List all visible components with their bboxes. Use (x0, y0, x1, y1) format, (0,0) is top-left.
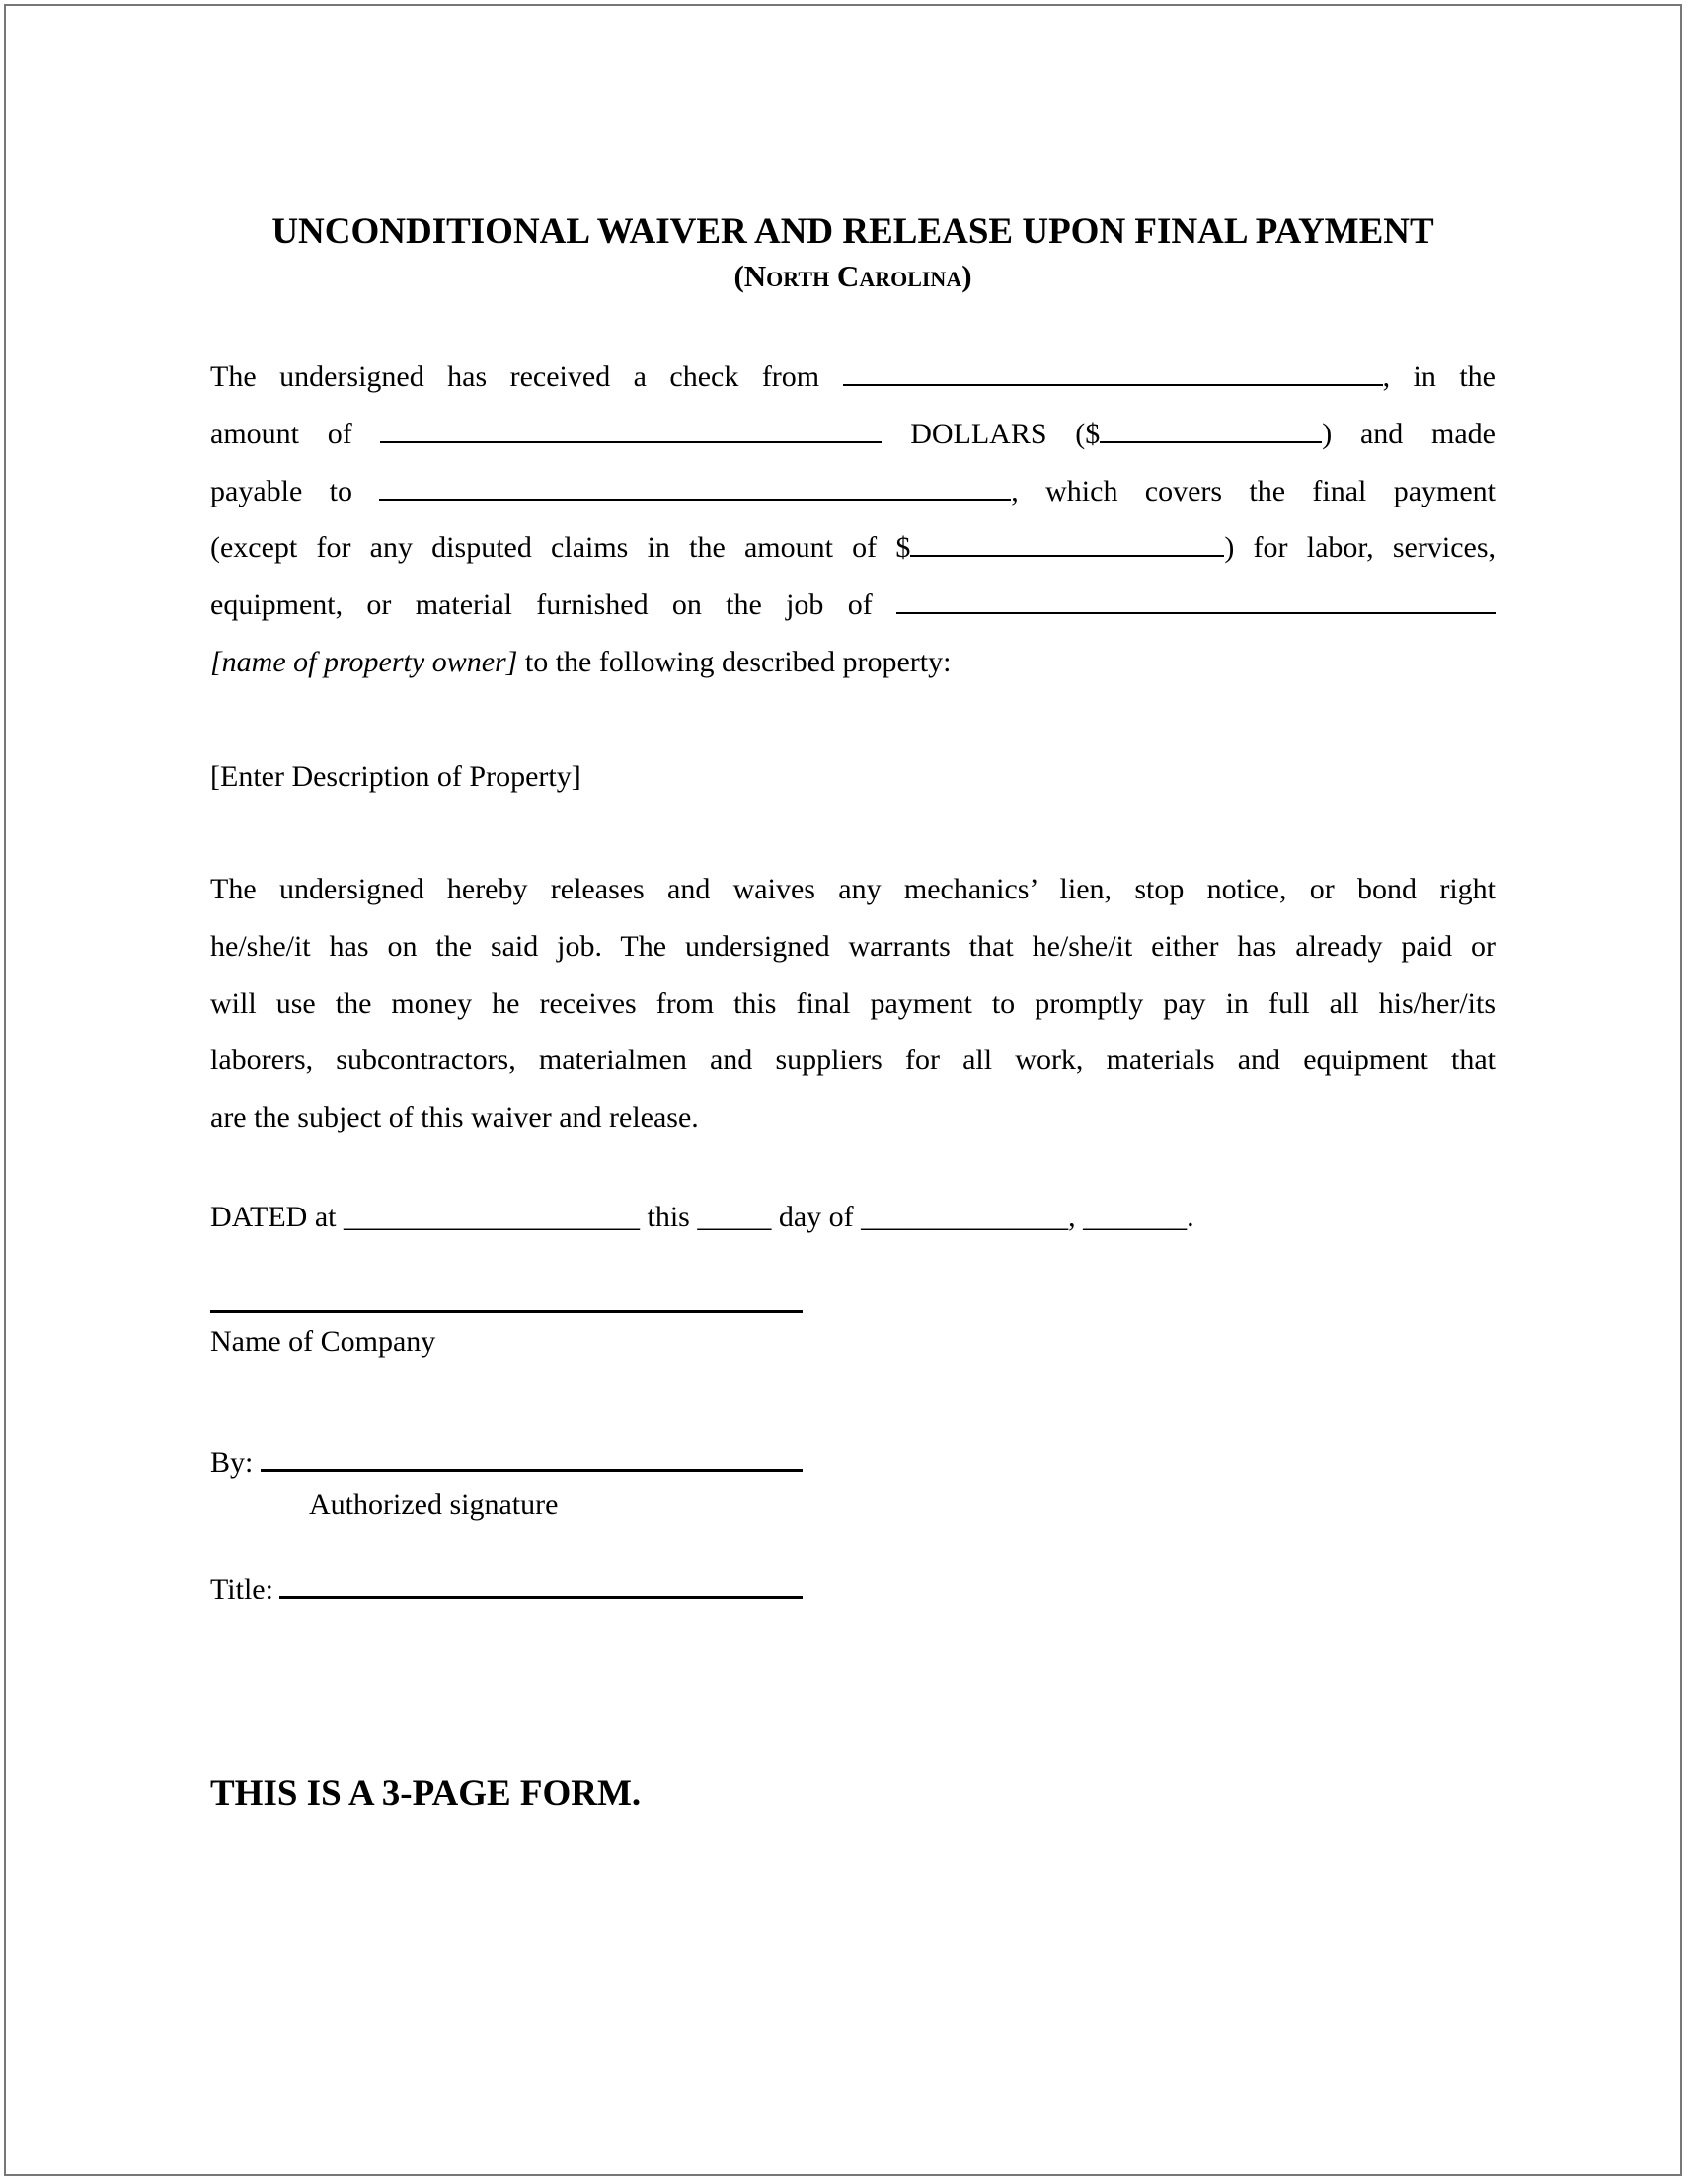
period-label: . (1187, 1201, 1194, 1233)
payment-line-2 (210, 406, 1496, 463)
payment-line-3 (210, 463, 1496, 520)
disputed-amount-blank[interactable] (910, 527, 1224, 557)
month-blank[interactable]: ______________ (861, 1201, 1069, 1233)
property-owner-blank[interactable] (896, 585, 1496, 614)
by-label: By: (210, 1446, 254, 1479)
final-payment-label: , which covers the final payment (1011, 474, 1496, 507)
check-from-label: The undersigned has received a check from (210, 360, 820, 393)
day-blank[interactable]: _____ (697, 1201, 772, 1233)
title-row (210, 1566, 803, 1613)
payment-line-4 (210, 519, 1496, 577)
page-count-note: THIS IS A 3-PAGE FORM. (210, 1773, 642, 1814)
page-frame (4, 4, 1682, 2176)
company-name-line[interactable] (210, 1310, 803, 1313)
property-description[interactable]: [Enter Description of Property] (210, 760, 581, 793)
this-label: this (639, 1201, 698, 1233)
document-subtitle: (North Carolina) (733, 259, 972, 293)
property-owner-hint: [name of property owner] (210, 645, 518, 678)
amount-of-label: amount of (210, 417, 352, 450)
release-line: are the subject of this waiver and release. (210, 1101, 699, 1134)
in-the-label: , in the (1382, 360, 1496, 393)
payment-paragraph (210, 349, 1496, 691)
document-title: UNCONDITIONAL WAIVER AND RELEASE UPON FINAL PAYMENT (271, 211, 1434, 252)
dollars-label: DOLLARS ($ ) and made (910, 418, 1496, 450)
release-line: will use the money he receives from this final payment to promptly pay in full all his/her/its (210, 986, 1496, 1020)
payment-line-6 (210, 634, 1496, 691)
place-blank[interactable]: ____________________ (343, 1201, 640, 1233)
described-property-label: to the following described property: (517, 645, 952, 678)
amount-words-blank[interactable] (380, 414, 882, 443)
authorized-signature-label: Authorized signature (309, 1488, 559, 1521)
company-name-label: Name of Company (210, 1325, 436, 1358)
by-signature-row (210, 1440, 803, 1487)
release-line: The undersigned hereby releases and waives any mechanics’ lien, stop notice, or bond right (210, 873, 1496, 905)
payment-line-5 (210, 577, 1496, 634)
day-of-label: day of (771, 1201, 862, 1233)
job-of-label: equipment, or material furnished on the job of (210, 588, 873, 622)
dated-at-label: DATED at (210, 1201, 344, 1233)
title-line[interactable] (279, 1566, 803, 1599)
year-blank[interactable]: _______ (1083, 1201, 1188, 1233)
title-label: Title: (210, 1573, 273, 1605)
release-paragraph (210, 861, 1496, 1146)
amount-number-blank[interactable] (1100, 414, 1322, 443)
release-line: laborers, subcontractors, materialmen and suppliers for all work, materials and equipment that (210, 1044, 1496, 1077)
signature-line[interactable] (261, 1440, 803, 1472)
payee-name-blank[interactable] (379, 471, 1011, 501)
comma-label: , (1068, 1201, 1084, 1233)
dated-line (210, 1189, 1194, 1245)
payable-to-label: payable to (210, 474, 352, 507)
release-line: he/she/it has on the said job. The undersigned warrants that he/she/it either has already paid or (210, 929, 1496, 963)
payer-name-blank[interactable] (843, 356, 1383, 386)
payment-line-1 (210, 349, 1496, 406)
disputed-claims-label: (except for any disputed claims in the amount of $ ) for labor, services, (210, 531, 1496, 564)
